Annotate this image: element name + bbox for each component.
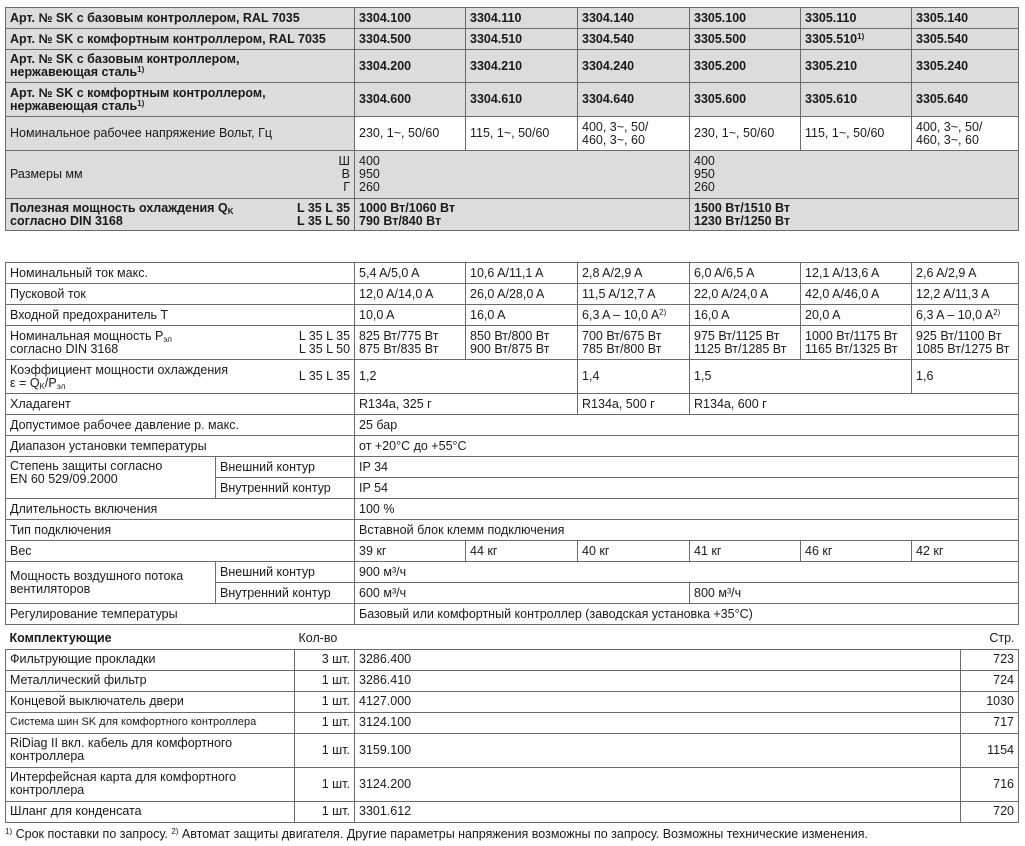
sublabel: Внутренний контур <box>216 478 355 499</box>
cell: 42,0 A/46,0 A <box>801 284 912 305</box>
item-name: Концевой выключатель двери <box>6 691 295 712</box>
cell: 5,4 A/5,0 A <box>355 263 466 284</box>
row-voltage <box>6 117 1019 151</box>
cell <box>355 326 466 360</box>
cell: 3305.640 <box>912 83 1019 117</box>
value: 925 Вт/1100 Вт <box>916 328 1002 343</box>
footnote-marker: 2) <box>993 307 1001 317</box>
cop-label <box>10 364 228 390</box>
value: 1165 Вт/1325 Вт <box>805 341 898 356</box>
cell: 3305.240 <box>912 50 1019 83</box>
cell: 10,6 A/11,1 A <box>466 263 578 284</box>
cell: IP 54 <box>355 478 1019 499</box>
key: В <box>341 167 350 181</box>
cell-text: 3305.510 <box>805 31 858 46</box>
cell-text: 6,3 A – 10,0 A <box>582 307 660 322</box>
cell: 12,1 A/13,6 A <box>801 263 912 284</box>
item-qty: 1 шт. <box>295 801 355 822</box>
qty-header: Кол-во <box>295 629 355 649</box>
cell: 11,5 A/12,7 A <box>578 284 690 305</box>
label-line: Номинальная мощность P <box>10 328 164 343</box>
cell: 115, 1~, 50/60 <box>801 117 912 151</box>
cell: 100 % <box>355 499 1019 520</box>
cell: 20,0 A <box>801 305 912 326</box>
dims-keys <box>339 155 350 194</box>
footnote-marker: 2) <box>171 827 179 836</box>
cell <box>801 326 912 360</box>
cell: 12,0 A/14,0 A <box>355 284 466 305</box>
row-art-comfort-ss <box>6 83 1019 117</box>
cell: 16,0 A <box>690 305 801 326</box>
cell: 1,2 <box>355 360 578 394</box>
cell: 3305.210 <box>801 50 912 83</box>
cell: 115, 1~, 50/60 <box>466 117 578 151</box>
cell: 41 кг <box>690 541 801 562</box>
table-row <box>6 670 1019 691</box>
cell <box>801 29 912 50</box>
footnote-marker: 1) <box>857 31 865 41</box>
subscript: эл <box>163 334 172 344</box>
row-regulation <box>6 604 1019 625</box>
label-line: согласно DIN 3168 <box>10 341 119 356</box>
item-name: Металлический фильтр <box>6 670 295 691</box>
cell: 1,4 <box>578 360 690 394</box>
cell: 1,6 <box>912 360 1019 394</box>
label: Вес <box>6 541 355 562</box>
dims-group1 <box>355 151 690 199</box>
cell: 3304.100 <box>355 8 466 29</box>
condition: L 35 L 50 <box>296 213 350 228</box>
cell: 42 кг <box>912 541 1019 562</box>
item-qty: 1 шт. <box>295 733 355 767</box>
row-art-comfort <box>6 29 1019 50</box>
art-header <box>355 629 961 649</box>
value: 400 <box>359 154 380 168</box>
item-page: 723 <box>961 649 1019 670</box>
power-label <box>10 330 172 356</box>
cell: 12,2 A/11,3 A <box>912 284 1019 305</box>
item-name: Фильтрующие прокладки <box>6 649 295 670</box>
item-page: 716 <box>961 767 1019 801</box>
cell <box>690 326 801 360</box>
voltage-label: Номинальное рабочее напряжение Вольт, Гц <box>6 117 355 151</box>
table-row <box>6 649 1019 670</box>
footnote-text: Срок поставки по запросу. <box>15 827 168 841</box>
value: 785 Вт/800 Вт <box>582 341 662 356</box>
cell: 900 м³/ч <box>355 562 1019 583</box>
label: Входной предохранитель T <box>6 305 355 326</box>
art-comfort-label: Арт. № SK с комфортным контроллером, RAL 7035 <box>6 29 355 50</box>
cell: 3304.510 <box>466 29 578 50</box>
item-qty: 3 шт. <box>295 649 355 670</box>
label-line: Арт. № SK с комфортным контроллером, <box>10 85 266 100</box>
item-page: 724 <box>961 670 1019 691</box>
key: Г <box>343 180 350 194</box>
item-art: 3301.612 <box>355 801 961 822</box>
item-qty: 1 шт. <box>295 691 355 712</box>
condition: L 35 L 35 <box>298 328 351 343</box>
label-line: Полезная мощность охлаждения Q <box>10 200 228 215</box>
value: 900 Вт/875 Вт <box>470 341 550 356</box>
item-art: 3124.200 <box>355 767 961 801</box>
cell: Вставной блок клемм подключения <box>355 520 1019 541</box>
item-qty: 1 шт. <box>295 767 355 801</box>
cell: 3305.500 <box>690 29 801 50</box>
accessories-table <box>5 629 1019 823</box>
item-name: Интерфейсная карта для комфортного контроллера <box>6 767 295 801</box>
item-art: 3286.410 <box>355 670 961 691</box>
cooling-group2 <box>690 199 1019 231</box>
cell <box>578 326 690 360</box>
value: 1230 Вт/1250 Вт <box>694 213 791 228</box>
item-qty: 1 шт. <box>295 712 355 733</box>
value: 950 <box>694 167 715 181</box>
cell: 600 м³/ч <box>355 583 690 604</box>
label-line: Мощность воздушного потока <box>10 568 184 583</box>
accessories-header <box>6 629 1019 649</box>
table-row <box>6 801 1019 822</box>
value: 1000 Вт/1060 Вт <box>359 200 456 215</box>
cell: 3304.500 <box>355 29 466 50</box>
cell: 3305.600 <box>690 83 801 117</box>
subscript: K <box>39 381 45 391</box>
item-name: RiDiag II вкл. кабель для комфортного контроллера <box>6 733 295 767</box>
value: 1500 Вт/1510 Вт <box>694 200 791 215</box>
condition: L 35 L 35 <box>296 200 350 215</box>
label-line: Арт. № SK с базовым контроллером, <box>10 52 240 66</box>
cell: 26,0 A/28,0 A <box>466 284 578 305</box>
value: 975 Вт/1125 Вт <box>694 328 780 343</box>
cooling-group1 <box>355 199 690 231</box>
row-temp-range <box>6 436 1019 457</box>
footnote <box>5 827 868 841</box>
value: 825 Вт/775 Вт <box>359 328 439 343</box>
cell <box>578 305 690 326</box>
row-power <box>6 326 1019 360</box>
row-refrigerant <box>6 394 1019 415</box>
cooling-label-cell <box>6 199 355 231</box>
cooling-conditions <box>297 202 350 228</box>
accessories-title: Комплектующие <box>6 629 295 649</box>
value: 1125 Вт/1285 Вт <box>694 341 787 356</box>
cell: от +20°C до +55°C <box>355 436 1019 457</box>
page-header: Стр. <box>961 629 1019 649</box>
label: Пусковой ток <box>6 284 355 305</box>
table-row <box>6 767 1019 801</box>
cell: 3304.140 <box>578 8 690 29</box>
value: 700 Вт/675 Вт <box>582 328 662 343</box>
dims-label: Размеры мм <box>10 167 83 181</box>
label-line: ε = Q <box>10 375 40 390</box>
cooling-label <box>10 202 233 228</box>
label: Длительность включения <box>6 499 355 520</box>
cell: 3304.640 <box>578 83 690 117</box>
airflow-label <box>6 562 216 604</box>
cell: 3305.200 <box>690 50 801 83</box>
row-cooling <box>6 199 1019 231</box>
dims-group2 <box>690 151 1019 199</box>
cell-text: 6,3 A – 10,0 A <box>916 307 994 322</box>
cell: 3304.600 <box>355 83 466 117</box>
footnote-text: Автомат защиты двигателя. Другие параметры напряжения возможны по запросу. Возможны технические изменения. <box>181 827 868 841</box>
label-line: нержавеющая сталь <box>10 98 138 113</box>
cell <box>466 326 578 360</box>
cell: 22,0 A/24,0 A <box>690 284 801 305</box>
row-art-base <box>6 8 1019 29</box>
cell: 1,5 <box>690 360 912 394</box>
label: Регулирование температуры <box>6 604 355 625</box>
cell: 3305.140 <box>912 8 1019 29</box>
cell: 3304.540 <box>578 29 690 50</box>
condition: L 35 L 50 <box>298 341 351 356</box>
item-name: Система шин SK для комфортного контроллера <box>6 712 295 733</box>
item-page: 1154 <box>961 733 1019 767</box>
label: Тип подключения <box>6 520 355 541</box>
footnote-marker: 1) <box>137 98 145 108</box>
cell: 2,8 A/2,9 A <box>578 263 690 284</box>
row-protection-ext <box>6 457 1019 478</box>
cell: 16,0 A <box>466 305 578 326</box>
subscript: эл <box>56 381 66 391</box>
item-art: 3286.400 <box>355 649 961 670</box>
value: 875 Вт/835 Вт <box>359 341 439 356</box>
cell <box>912 326 1019 360</box>
table-row <box>6 712 1019 733</box>
cell: 3305.540 <box>912 29 1019 50</box>
row-start-current <box>6 284 1019 305</box>
value: 950 <box>359 167 380 181</box>
label-line: Коэффициент мощности охлаждения <box>10 362 229 377</box>
table-row <box>6 691 1019 712</box>
sublabel: Внутренний контур <box>216 583 355 604</box>
row-cop <box>6 360 1019 394</box>
cell: 3305.110 <box>801 8 912 29</box>
row-pressure <box>6 415 1019 436</box>
cell: 44 кг <box>466 541 578 562</box>
item-art: 3124.100 <box>355 712 961 733</box>
cell <box>912 305 1019 326</box>
row-art-base-ss <box>6 50 1019 83</box>
label-line: EN 60 529/09.2000 <box>10 472 118 486</box>
table-row <box>6 733 1019 767</box>
row-weight <box>6 541 1019 562</box>
sublabel: Внешний контур <box>216 562 355 583</box>
cell: 3305.610 <box>801 83 912 117</box>
item-page: 1030 <box>961 691 1019 712</box>
label: Номинальный ток макс. <box>6 263 355 284</box>
footnote-marker: 2) <box>659 307 667 317</box>
item-art: 4127.000 <box>355 691 961 712</box>
label: Допустимое рабочее давление р. макс. <box>6 415 355 436</box>
row-connection <box>6 520 1019 541</box>
cell: 2,6 A/2,9 A <box>912 263 1019 284</box>
cell: 800 м³/ч <box>690 583 1019 604</box>
row-airflow-ext <box>6 562 1019 583</box>
cell: 46 кг <box>801 541 912 562</box>
value: 400 <box>694 154 715 168</box>
cell: 3304.240 <box>578 50 690 83</box>
item-name: Шланг для конденсата <box>6 801 295 822</box>
value: 1000 Вт/1175 Вт <box>805 328 898 343</box>
value: 1085 Вт/1275 Вт <box>916 341 1010 356</box>
cell: 400, 3~, 50/ 460, 3~, 60 <box>912 117 1019 151</box>
footnote-marker: 1) <box>137 65 145 74</box>
cell: 3304.200 <box>355 50 466 83</box>
cell: 40 кг <box>578 541 690 562</box>
row-current <box>6 263 1019 284</box>
cell: 400, 3~, 50/ 460, 3~, 60 <box>578 117 690 151</box>
row-duty <box>6 499 1019 520</box>
power-conditions <box>299 330 350 356</box>
item-page: 717 <box>961 712 1019 733</box>
row-dims <box>6 151 1019 199</box>
article-table <box>5 7 1019 231</box>
power-label-cell <box>6 326 355 360</box>
cell: 230, 1~, 50/60 <box>690 117 801 151</box>
cell: 3304.110 <box>466 8 578 29</box>
value: 260 <box>694 180 715 194</box>
art-base-label: Арт. № SK с базовым контроллером, RAL 7035 <box>6 8 355 29</box>
cell: R134a, 600 г <box>690 394 1019 415</box>
cell: 230, 1~, 50/60 <box>355 117 466 151</box>
value: 790 Вт/840 Вт <box>359 213 442 228</box>
spec-table <box>5 262 1019 625</box>
sublabel: Внешний контур <box>216 457 355 478</box>
cop-label-cell <box>6 360 355 394</box>
cell: Базовый или комфортный контроллер (заводская установка +35°C) <box>355 604 1019 625</box>
item-qty: 1 шт. <box>295 670 355 691</box>
label: Диапазон установки температуры <box>6 436 355 457</box>
cell: R134a, 500 г <box>578 394 690 415</box>
label-part: /P <box>44 375 57 390</box>
protection-label <box>6 457 216 499</box>
condition: L 35 L 35 <box>298 369 351 383</box>
cell: 25 бар <box>355 415 1019 436</box>
row-fuse <box>6 305 1019 326</box>
art-base-ss-label <box>6 50 355 83</box>
cell: 39 кг <box>355 541 466 562</box>
cell: 3304.210 <box>466 50 578 83</box>
item-art: 3159.100 <box>355 733 961 767</box>
cell: 6,0 A/6,5 A <box>690 263 801 284</box>
label-line: Степень защиты согласно <box>10 459 163 473</box>
cell: R134a, 325 г <box>355 394 578 415</box>
dims-label-cell <box>6 151 355 199</box>
key: Ш <box>338 154 350 168</box>
label-line: нержавеющая сталь <box>10 65 138 79</box>
cell: 3305.100 <box>690 8 801 29</box>
subscript: K <box>227 206 234 216</box>
footnote-marker: 1) <box>5 827 13 836</box>
cell: 3304.610 <box>466 83 578 117</box>
label-line: согласно DIN 3168 <box>10 213 123 228</box>
label: Хладагент <box>6 394 355 415</box>
value: 850 Вт/800 Вт <box>470 328 550 343</box>
cell: IP 34 <box>355 457 1019 478</box>
item-page: 720 <box>961 801 1019 822</box>
art-comfort-ss-label <box>6 83 355 117</box>
cell: 10,0 A <box>355 305 466 326</box>
value: 260 <box>359 180 380 194</box>
label-line: вентиляторов <box>10 581 91 596</box>
